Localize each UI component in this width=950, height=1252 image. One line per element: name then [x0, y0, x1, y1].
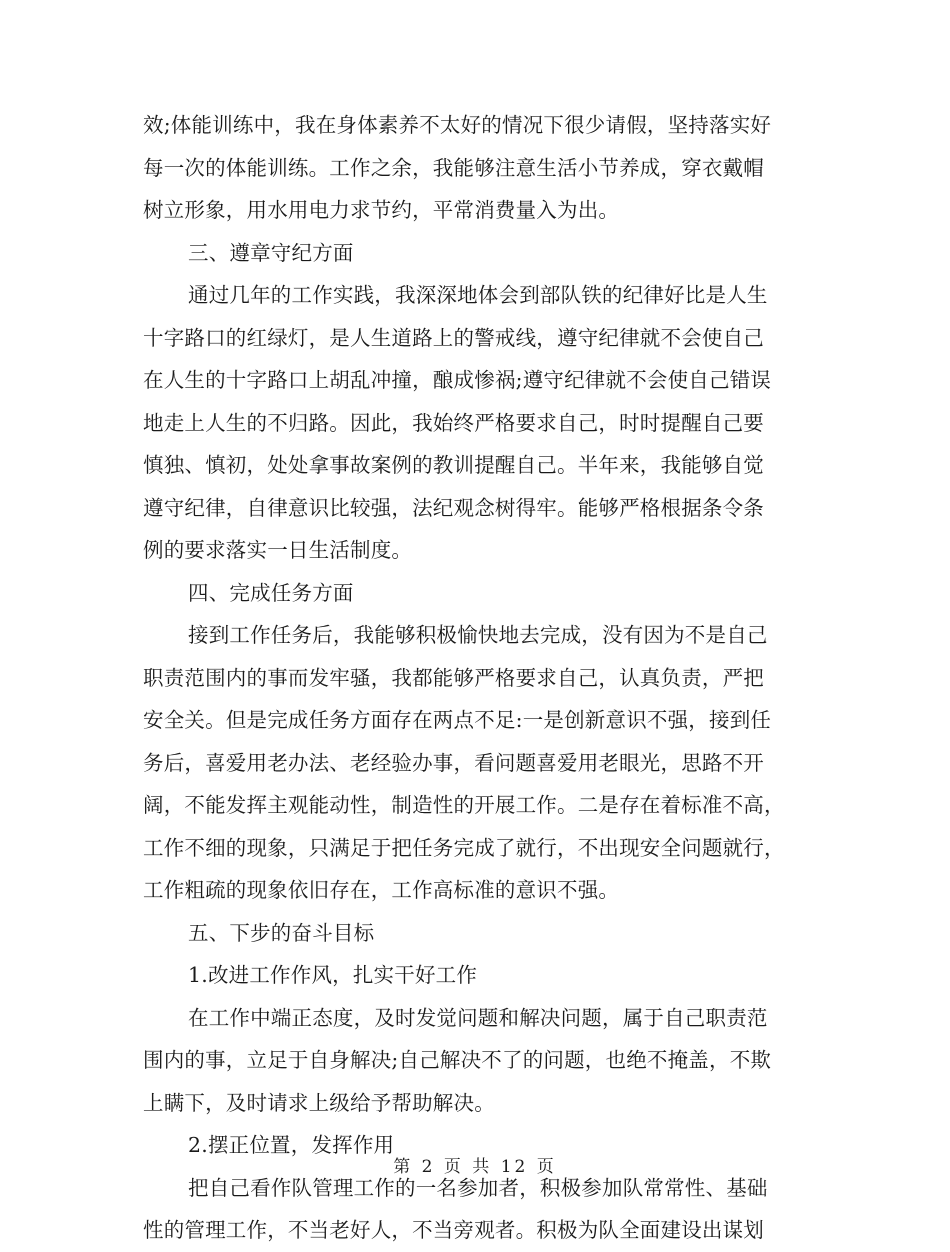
- paragraph-first-line: 把自己看作队管理工作的一名参加者，积极参加队常常性、基础: [188, 1175, 768, 1200]
- section-heading: 五、下步的奋斗目标: [188, 920, 375, 945]
- text-line: 在人生的十字路口上胡乱冲撞，酿成惨祸;遵守纪律就不会使自己错误: [143, 368, 772, 392]
- text-line: 务后，喜爱用老办法、老经验办事，看问题喜爱用老眼光，思路不开: [143, 750, 764, 775]
- text-line: 例的要求落实一日生活制度。: [143, 538, 413, 562]
- text-line: 遵守纪律，自律意识比较强，法纪观念树得牢。能够严格根据条令条: [143, 495, 764, 520]
- section-heading: 三、遵章守纪方面: [188, 240, 354, 265]
- text-line: 十字路口的红绿灯，是人生道路上的警戒线，遵守纪律就不会使自己: [143, 325, 764, 350]
- page-footer: 第 2 页 共 12 页: [393, 1157, 557, 1177]
- subsection-heading: 1.改进工作作风，扎实干好工作: [188, 963, 478, 987]
- text-line: 工作粗疏的现象依旧存在，工作高标准的意识不强。: [143, 878, 620, 902]
- text-line: 地走上人生的不归路。因此，我始终严格要求自己，时时提醒自己要: [143, 410, 764, 435]
- paragraph-first-line: 通过几年的工作实践，我深深地体会到部队铁的纪律好比是人生: [188, 283, 768, 307]
- text-line: 职责范围内的事而发牢骚，我都能够严格要求自己，认真负责，严把: [143, 665, 764, 690]
- text-line: 阔，不能发挥主观能动性，制造性的开展工作。二是存在着标准不高，: [143, 793, 785, 817]
- text-line: 每一次的体能训练。工作之余，我能够注意生活小节养成，穿衣戴帽: [143, 155, 764, 180]
- text-line: 效;体能训练中，我在身体素养不太好的情况下很少请假，坚持落实好: [143, 113, 772, 137]
- text-line: 慎独、慎初，处处拿事故案例的教训提醒自己。半年来，我能够自觉: [143, 453, 764, 477]
- paragraph-first-line: 在工作中端正态度，及时发觉问题和解决问题，属于自己职责范: [188, 1005, 768, 1030]
- body-text: [143, 104, 815, 1252]
- text-line: 性的管理工作，不当老好人，不当旁观者。积极为队全面建设出谋划: [143, 1218, 764, 1242]
- text-line: 安全关。但是完成任务方面存在两点不足:一是创新意识不强，接到任: [143, 708, 772, 732]
- text-line: 围内的事，立足于自身解决;自己解决不了的问题，也绝不掩盖，不欺: [143, 1048, 772, 1072]
- text-line: 上瞒下，及时请求上级给予帮助解决。: [143, 1090, 495, 1115]
- section-heading: 四、完成任务方面: [188, 580, 354, 605]
- text-line: 树立形象，用水用电力求节约，平常消费量入为出。: [143, 198, 620, 222]
- subsection-heading: 2.摆正位置，发挥作用: [188, 1133, 395, 1157]
- text-line: 工作不细的现象，只满足于把任务完成了就行，不出现安全问题就行，: [143, 835, 785, 860]
- paragraph-first-line: 接到工作任务后，我能够积极愉快地去完成，没有因为不是自己: [188, 623, 768, 647]
